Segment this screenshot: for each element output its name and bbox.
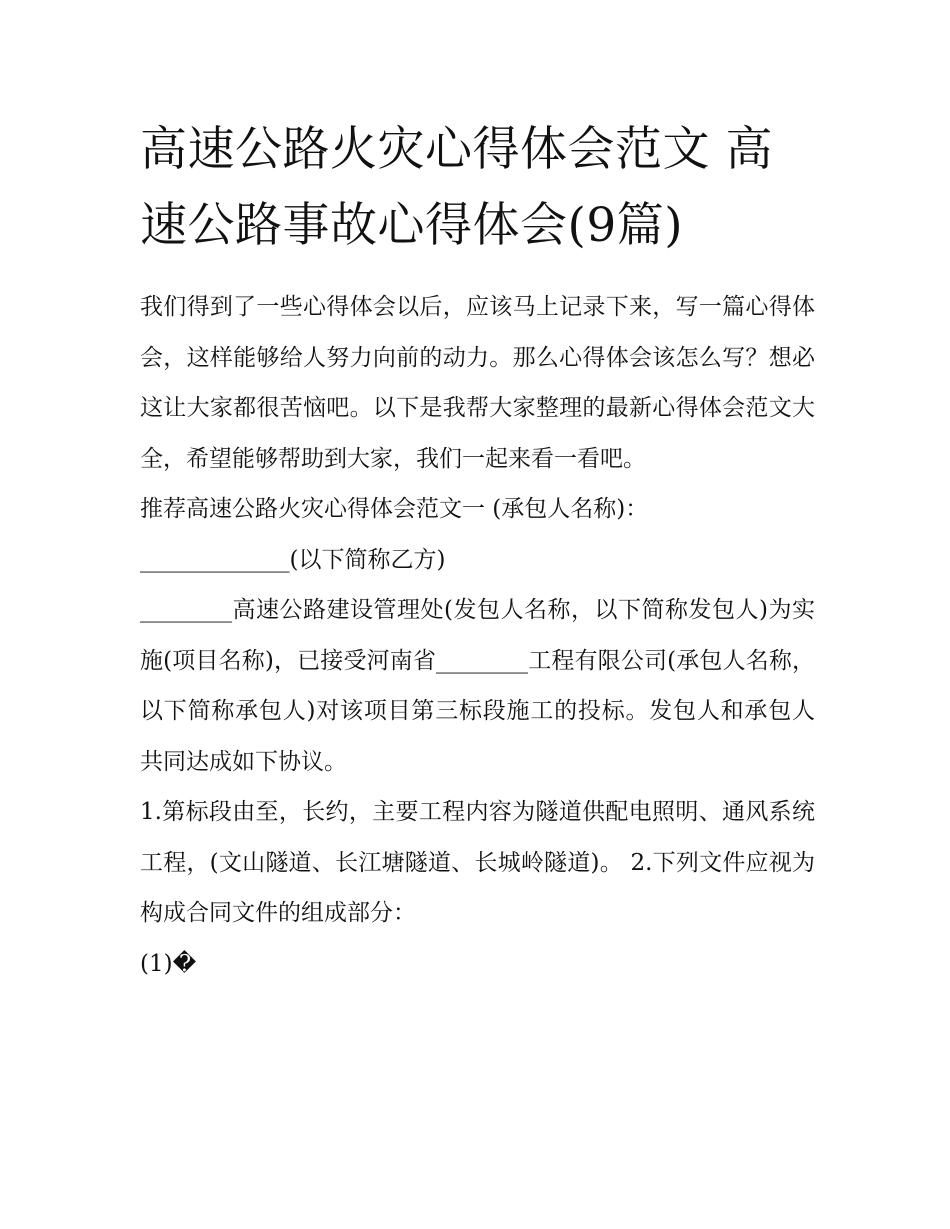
recommend-heading: 推荐高速公路火灾心得体会范文一 (承包人名称)： (140, 496, 649, 522)
intro-paragraph: 我们得到了一些心得体会以后，应该马上记录下来，写一篇心得体会，这样能够给人努力向前的动力。那么心得体会该怎么写？想必这让大家都很苦恼吧。以下是我帮大家整理的最新心得体会范文大全，希望能够帮助到大家，我们一起来看一看吧。 (140, 294, 815, 472)
document-page (140, 112, 815, 989)
document-title: 高速公路火灾心得体会范文 高速公路事故心得体会(9篇) (140, 122, 773, 253)
party-b-line: _____________(以下简称乙方) (140, 546, 446, 573)
clause-paragraph: 1.第标段由至，长约，主要工程内容为隧道供配电照明、通风系统工程，(文山隧道、长江塘隧道、长城岭隧道)。 2.下列文件应视为构成合同文件的组成部分： (140, 799, 815, 926)
list-item-1: (1)� (140, 950, 197, 977)
agreement-paragraph: ________高速公路建设管理处(发包人名称，以下简称发包人)为实施(项目名称)，已接受河南省________工程有限公司(承包人名称，以下简称承包人)对该项目第三标段施工的投标。发包人和承包人共同达成如下协议。 (140, 597, 815, 775)
